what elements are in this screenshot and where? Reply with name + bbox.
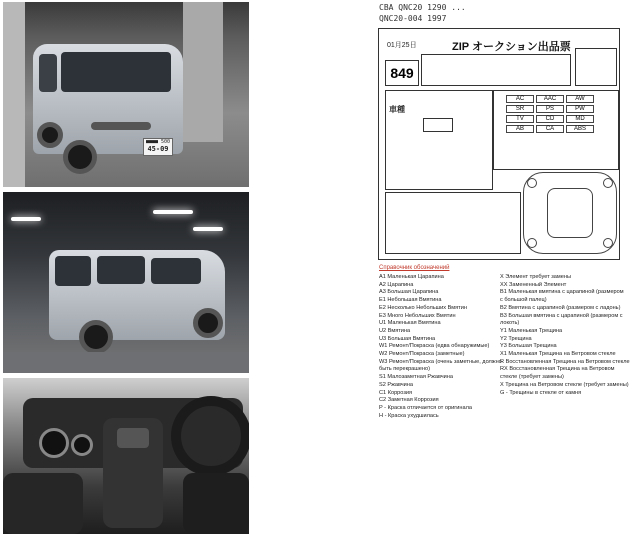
- ceiling-light: [11, 217, 41, 221]
- legend-item: с большой палец): [500, 297, 547, 304]
- legend-item: локоть): [500, 320, 520, 327]
- sheet-top-grid: [421, 54, 571, 86]
- legend-item: стекле (требует замены): [500, 374, 564, 381]
- equipment-code: AW: [566, 95, 594, 103]
- car-side-window: [39, 54, 57, 92]
- handwritten-vin-second: QNC20-004 1997: [379, 14, 447, 23]
- passenger-seat: [3, 473, 83, 534]
- legend-item: U3 Большая Вмятина: [379, 335, 436, 342]
- equipment-code: MD: [566, 115, 594, 123]
- ceiling-light: [193, 227, 223, 231]
- car-side-window: [97, 256, 145, 284]
- ceiling-light: [153, 210, 193, 214]
- legend-item: P - Краска отличается от оригинала: [379, 404, 472, 411]
- legend-item: B3 Большая вмятина с царапиной (размером с: [500, 312, 623, 319]
- legend-item: X Трещина на Ветровом стекле (требует замены): [500, 381, 629, 388]
- legend-item: H - Краска ухудшилась: [379, 412, 439, 419]
- legend-item: G - Трещины в стекле от камня: [500, 389, 582, 396]
- legend-item: U1 Маленькая Вмятина: [379, 320, 441, 327]
- parking-pillar: [3, 2, 25, 187]
- car-grille: [91, 122, 151, 130]
- legend-item: A2 Царапина: [379, 281, 414, 288]
- auction-sheet[interactable]: [375, 0, 625, 262]
- legend-item: W2 Ремонт/Покраска (заметные): [379, 351, 465, 358]
- plate-number: 45-09: [147, 145, 169, 153]
- car-name-label: 車種: [389, 105, 405, 114]
- body-diagram-wheel: [603, 238, 613, 248]
- body-diagram-wheel: [527, 238, 537, 248]
- legend-item: быть перекрашено): [379, 366, 430, 373]
- driver-seat: [183, 473, 249, 534]
- plate-top-text: ■■■■ 500: [145, 139, 171, 145]
- legend-item: RX Восстановленная Трещина на Ветровом: [500, 366, 615, 373]
- equipment-code: AAC: [536, 95, 564, 103]
- equipment-code: AB: [506, 125, 534, 133]
- parking-floor: [3, 352, 249, 373]
- legend-item: E1 Небольшая Вмятина: [379, 297, 442, 304]
- legend-item: E3 Много Небольших Вмятин: [379, 312, 456, 319]
- car-wheel: [63, 140, 97, 174]
- legend-item: S2 Ржавчина: [379, 381, 413, 388]
- legend-item: Y3 Большая Трещина: [500, 343, 557, 350]
- sheet-date: 01月25日: [387, 42, 417, 49]
- equipment-code: CA: [536, 125, 564, 133]
- body-diagram-wheel: [527, 178, 537, 188]
- legend-item: R Восстановленная Трещина на Ветровом стекле: [500, 358, 630, 365]
- legend-right-column: [500, 274, 635, 397]
- equipment-code: SR: [506, 105, 534, 113]
- legend-left-column: [379, 274, 502, 420]
- equipment-code: CD: [536, 115, 564, 123]
- vehicle-photo-front[interactable]: [3, 2, 249, 187]
- legend-item: W1 Ремонт/Покраска (едва обнаружимые): [379, 343, 490, 350]
- legend-item: X1 Маленькая Трещина на Ветровом стекле: [500, 351, 616, 358]
- legend-item: B2 Вмятина с царапиной (размером с ладонь): [500, 304, 621, 311]
- legend-title: Справочник обозначений: [379, 265, 450, 271]
- legend-item: W3 Ремонт/Покраска (очень заметные, должно: [379, 358, 502, 365]
- zip-auction-logo: ZIP オークション出品票: [452, 41, 571, 53]
- lot-number: 849: [385, 60, 419, 86]
- legend-item: E2 Несколько Небольших Вмятин: [379, 304, 467, 311]
- sheet-right-box: [575, 48, 617, 86]
- legend-item: C2 Заметная Коррозия: [379, 397, 439, 404]
- handwritten-vin-top: CBA QNC20 1290 ...: [379, 3, 466, 12]
- legend-item: A3 Большая Царапина: [379, 289, 439, 296]
- legend-item: A1 Маленькая Царапина: [379, 274, 444, 280]
- body-diagram-cabin: [547, 188, 593, 238]
- car-wheel: [37, 122, 63, 148]
- equipment-code: ABS: [566, 125, 594, 133]
- equipment-code: AC: [506, 95, 534, 103]
- car-side-window: [151, 258, 201, 284]
- legend-item: Y1 Маленькая Трещина: [500, 327, 563, 334]
- air-vent: [39, 428, 69, 458]
- steering-wheel: [171, 396, 249, 476]
- equipment-code: PS: [536, 105, 564, 113]
- car-wheel: [193, 308, 223, 338]
- legend-item: XX Замененный Элемент: [500, 281, 567, 288]
- vehicle-photo-interior[interactable]: [3, 378, 249, 534]
- car-audio-unit: [117, 428, 149, 448]
- vehicle-photo-rear[interactable]: [3, 192, 249, 373]
- legend-item: S1 Малозаметная Ржавчина: [379, 374, 453, 381]
- car-rear-window: [55, 256, 91, 286]
- legend-item: C1 Коррозия: [379, 389, 413, 396]
- car-windshield: [61, 52, 171, 92]
- equipment-code: PW: [566, 105, 594, 113]
- legend-item: X Элемент требует замены: [500, 274, 571, 280]
- legend-item: U2 Вмятина: [379, 327, 411, 334]
- parking-pillar: [183, 2, 223, 142]
- sheet-bottom-grid: [385, 192, 521, 254]
- license-plate: [143, 138, 173, 156]
- body-diagram-wheel: [603, 178, 613, 188]
- legend-item: B1 Маленькая вмятина с царапиной (размером: [500, 289, 624, 296]
- equipment-code: TV: [506, 115, 534, 123]
- sheet-grade-box: [423, 118, 453, 132]
- air-vent: [71, 434, 93, 456]
- legend-item: Y2 Трещина: [500, 335, 532, 342]
- car-wheel: [79, 320, 113, 354]
- equipment-codes: [505, 94, 615, 134]
